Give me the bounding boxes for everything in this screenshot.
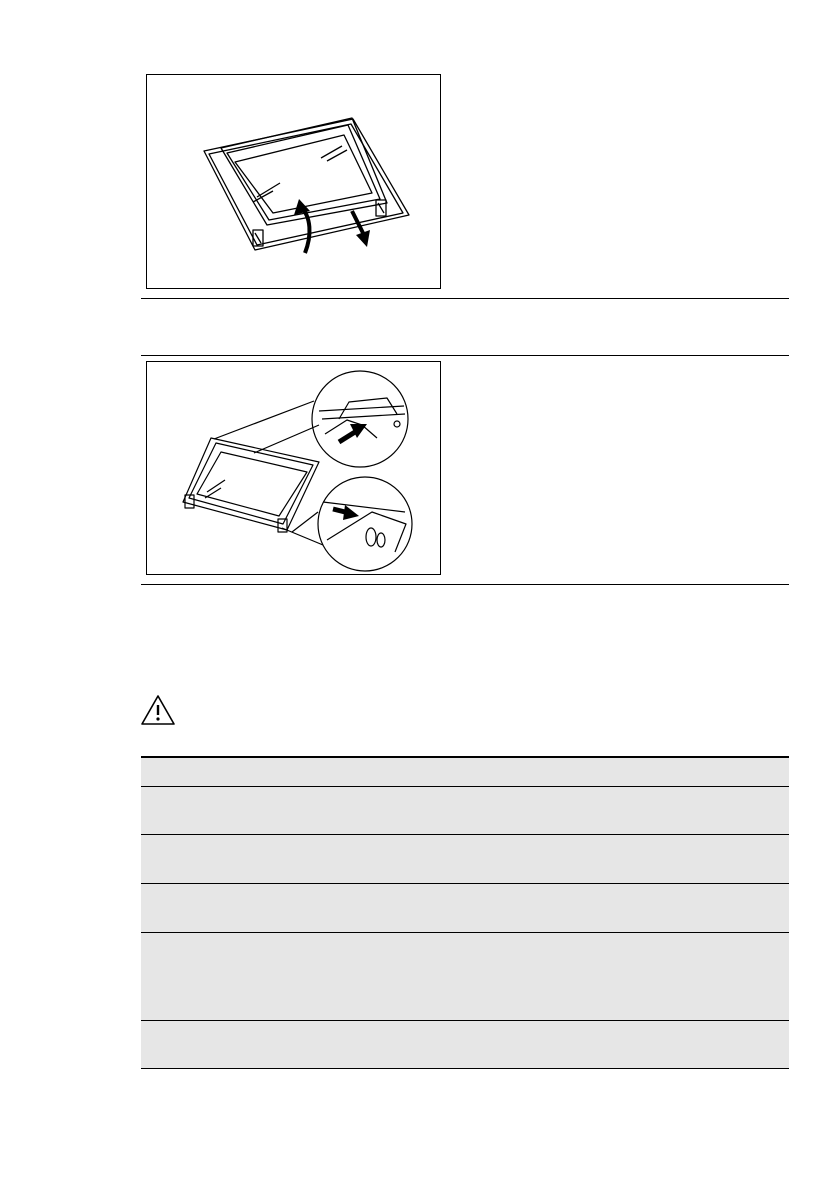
oven-door-glass-lift-illustration — [147, 75, 440, 288]
door-glass-removal-figure — [146, 74, 441, 289]
table-row — [141, 1020, 789, 1068]
door-glass-clip-figure — [146, 361, 441, 575]
warning-triangle-icon — [140, 694, 176, 726]
divider — [141, 298, 789, 299]
table-bottom-rule — [141, 1068, 789, 1069]
oven-door-clip-detail-illustration — [147, 362, 440, 574]
divider — [141, 584, 789, 585]
table-row — [141, 786, 789, 834]
table-row — [141, 834, 789, 883]
table-header — [141, 756, 789, 786]
divider — [141, 355, 789, 356]
table-row — [141, 932, 789, 1020]
table-row — [141, 883, 789, 932]
